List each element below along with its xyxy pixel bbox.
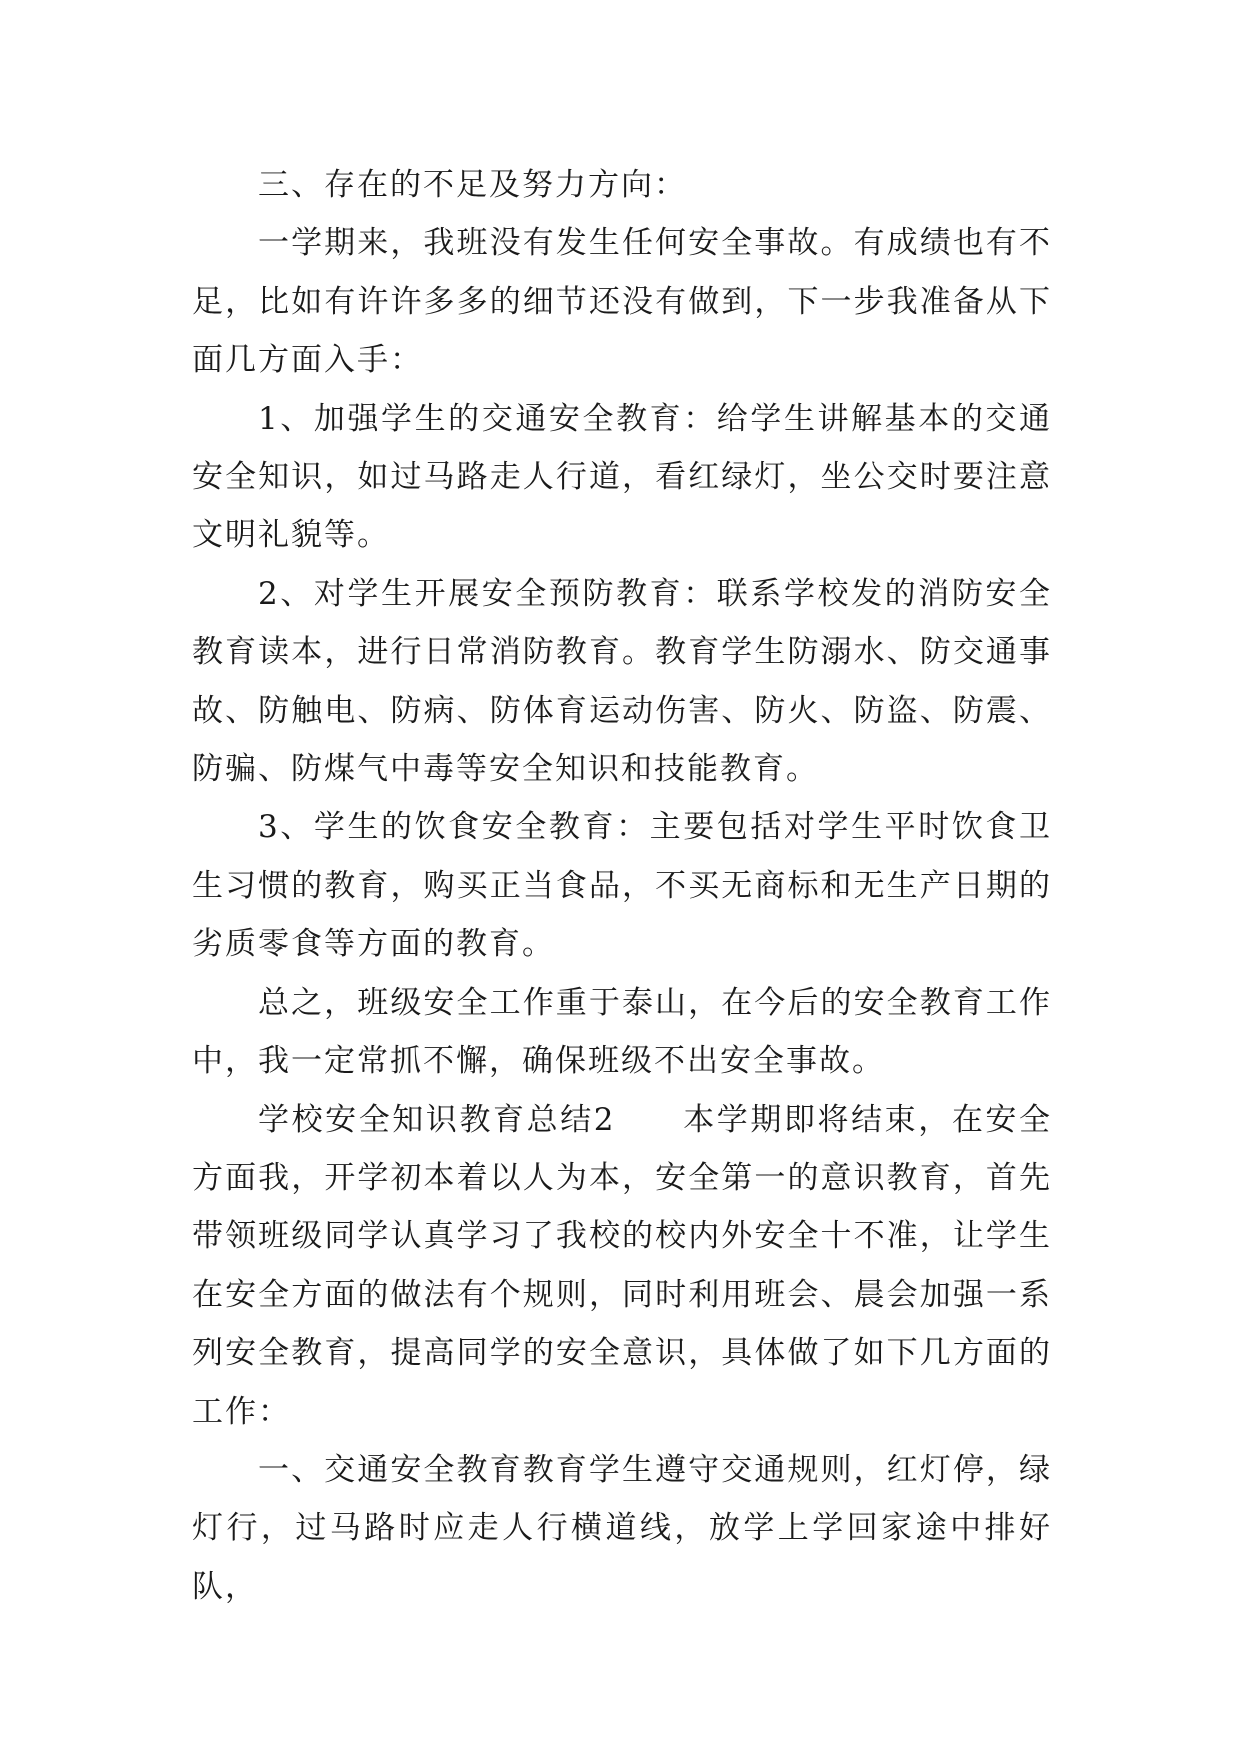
section-heading: 三、存在的不足及努力方向： [258,167,687,203]
paragraph: 总之，班级安全工作重于泰山，在今后的安全教育工作中，我一定常抓不懈，确保班级不出安全事故。 [192,984,1052,1080]
document-body [192,156,1052,1616]
list-item: 1、加强学生的交通安全教育：给学生讲解基本的交通安全知识，如过马路走人行道，看红绿灯，坐公交时要注意文明礼貌等。 [192,400,1052,554]
paragraph: 一学期来，我班没有发生任何安全事故。有成绩也有不足，比如有许许多多的细节还没有做到，下一步我准备从下面几方面入手： [192,225,1052,379]
paragraph: 学校安全知识教育总结2 本学期即将结束，在安全方面我，开学初本着以人为本，安全第一的意识教育，首先带领班级同学认真学习了我校的校内外安全十不准，让学生在安全方面的做法有个规则，同时利用班会、晨会加强一系列安全教育，提高同学的安全意识，具体做了如下几方面的工作： [192,1101,1052,1430]
paragraph: 一、交通安全教育教育学生遵守交通规则，红灯停，绿灯行，过马路时应走人行横道线，放学上学回家途中排好队， [192,1451,1052,1605]
list-item: 2、对学生开展安全预防教育：联系学校发的消防安全教育读本，进行日常消防教育。教育学生防溺水、防交通事故、防触电、防病、防体育运动伤害、防火、防盗、防震、防骗、防煤气中毒等安全知识和技能教育。 [192,575,1052,788]
list-item: 3、学生的饮食安全教育：主要包括对学生平时饮食卫生习惯的教育，购买正当食品，不买无商标和无生产日期的劣质零食等方面的教育。 [192,809,1052,963]
